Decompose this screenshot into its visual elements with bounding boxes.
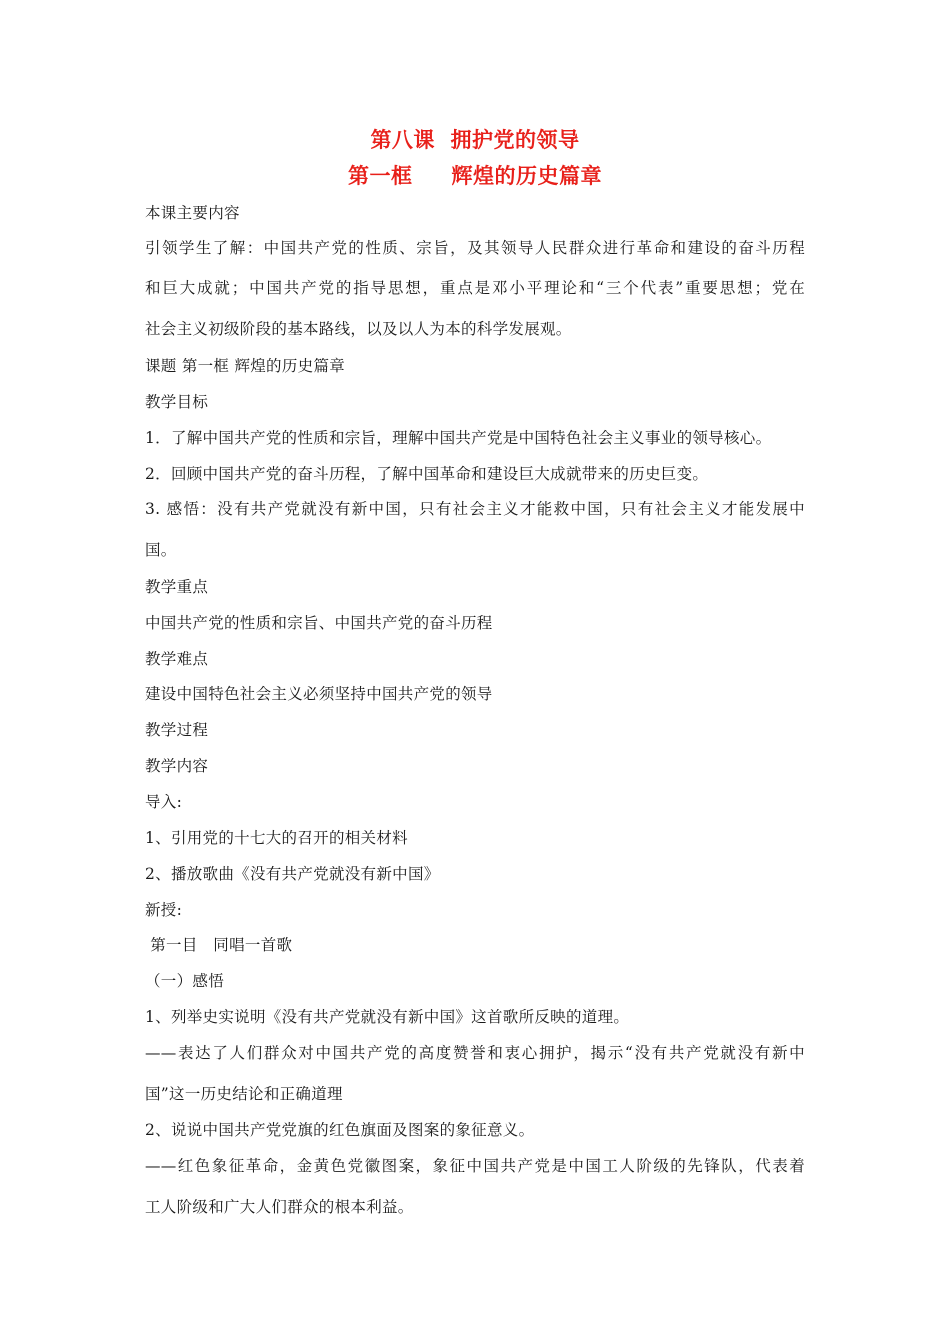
- section-title: 第一框 辉煌的历史篇章: [347, 163, 603, 188]
- text-line: 建设中国特色社会主义必须坚持中国共产党的领导: [145, 685, 493, 703]
- text-line: 课题 第一框 辉煌的历史篇章: [145, 357, 346, 375]
- lesson-title: 第八课 拥护党的领导: [370, 127, 580, 152]
- text-line: 中国共产党的性质和宗旨、中国共产党的奋斗历程: [145, 614, 493, 632]
- text-line: 工人阶级和广大人们群众的根本利益。: [145, 1198, 414, 1216]
- text-line: 教学过程: [145, 721, 209, 739]
- text-line: 教学重点: [145, 578, 209, 596]
- text-line: 国”这一历史结论和正确道理: [145, 1085, 343, 1103]
- text-line: 1．了解中国共产党的性质和宗旨，理解中国共产党是中国特色社会主义事业的领导核心。: [145, 429, 772, 447]
- text-line: 1、列举史实说明《没有共产党就没有新中国》这首歌所反映的道理。: [145, 1008, 630, 1026]
- text-line: （一）感悟: [145, 972, 225, 990]
- text-line: ——表达了人们群众对中国共产党的高度赞誉和衷心拥护，揭示“没有共产党就没有新中: [145, 1044, 805, 1062]
- text-line: 2、播放歌曲《没有共产党就没有新中国》: [145, 865, 440, 883]
- text-line: ——红色象征革命，金黄色党徽图案，象征中国共产党是中国工人阶级的先锋队，代表着: [145, 1157, 805, 1175]
- text-line: 国。: [145, 541, 177, 559]
- text-line: 教学难点: [145, 650, 209, 668]
- text-line: 新授:: [145, 901, 183, 919]
- text-line: 本课主要内容: [145, 204, 240, 222]
- text-line: 和巨大成就；中国共产党的指导思想，重点是邓小平理论和“三个代表”重要思想；党在: [145, 279, 805, 297]
- text-line: 2．回顾中国共产党的奋斗历程，了解中国革命和建设巨大成就带来的历史巨变。: [145, 465, 709, 483]
- text-line: 社会主义初级阶段的基本路线，以及以人为本的科学发展观。: [145, 320, 572, 338]
- text-line: 3. 感悟：没有共产党就没有新中国，只有社会主义才能救中国，只有社会主义才能发展中: [145, 500, 805, 518]
- text-line: 2、说说中国共产党党旗的红色旗面及图案的象征意义。: [145, 1121, 535, 1139]
- text-line: 1、引用党的十七大的召开的相关材料: [145, 829, 408, 847]
- text-line: 引领学生了解：中国共产党的性质、宗旨，及其领导人民群众进行革命和建设的奋斗历程: [145, 239, 805, 257]
- text-line: 导入:: [145, 793, 183, 811]
- text-line: 教学内容: [145, 757, 209, 775]
- text-line: 教学目标: [145, 393, 209, 411]
- text-line: 第一目 同唱一首歌: [145, 936, 293, 954]
